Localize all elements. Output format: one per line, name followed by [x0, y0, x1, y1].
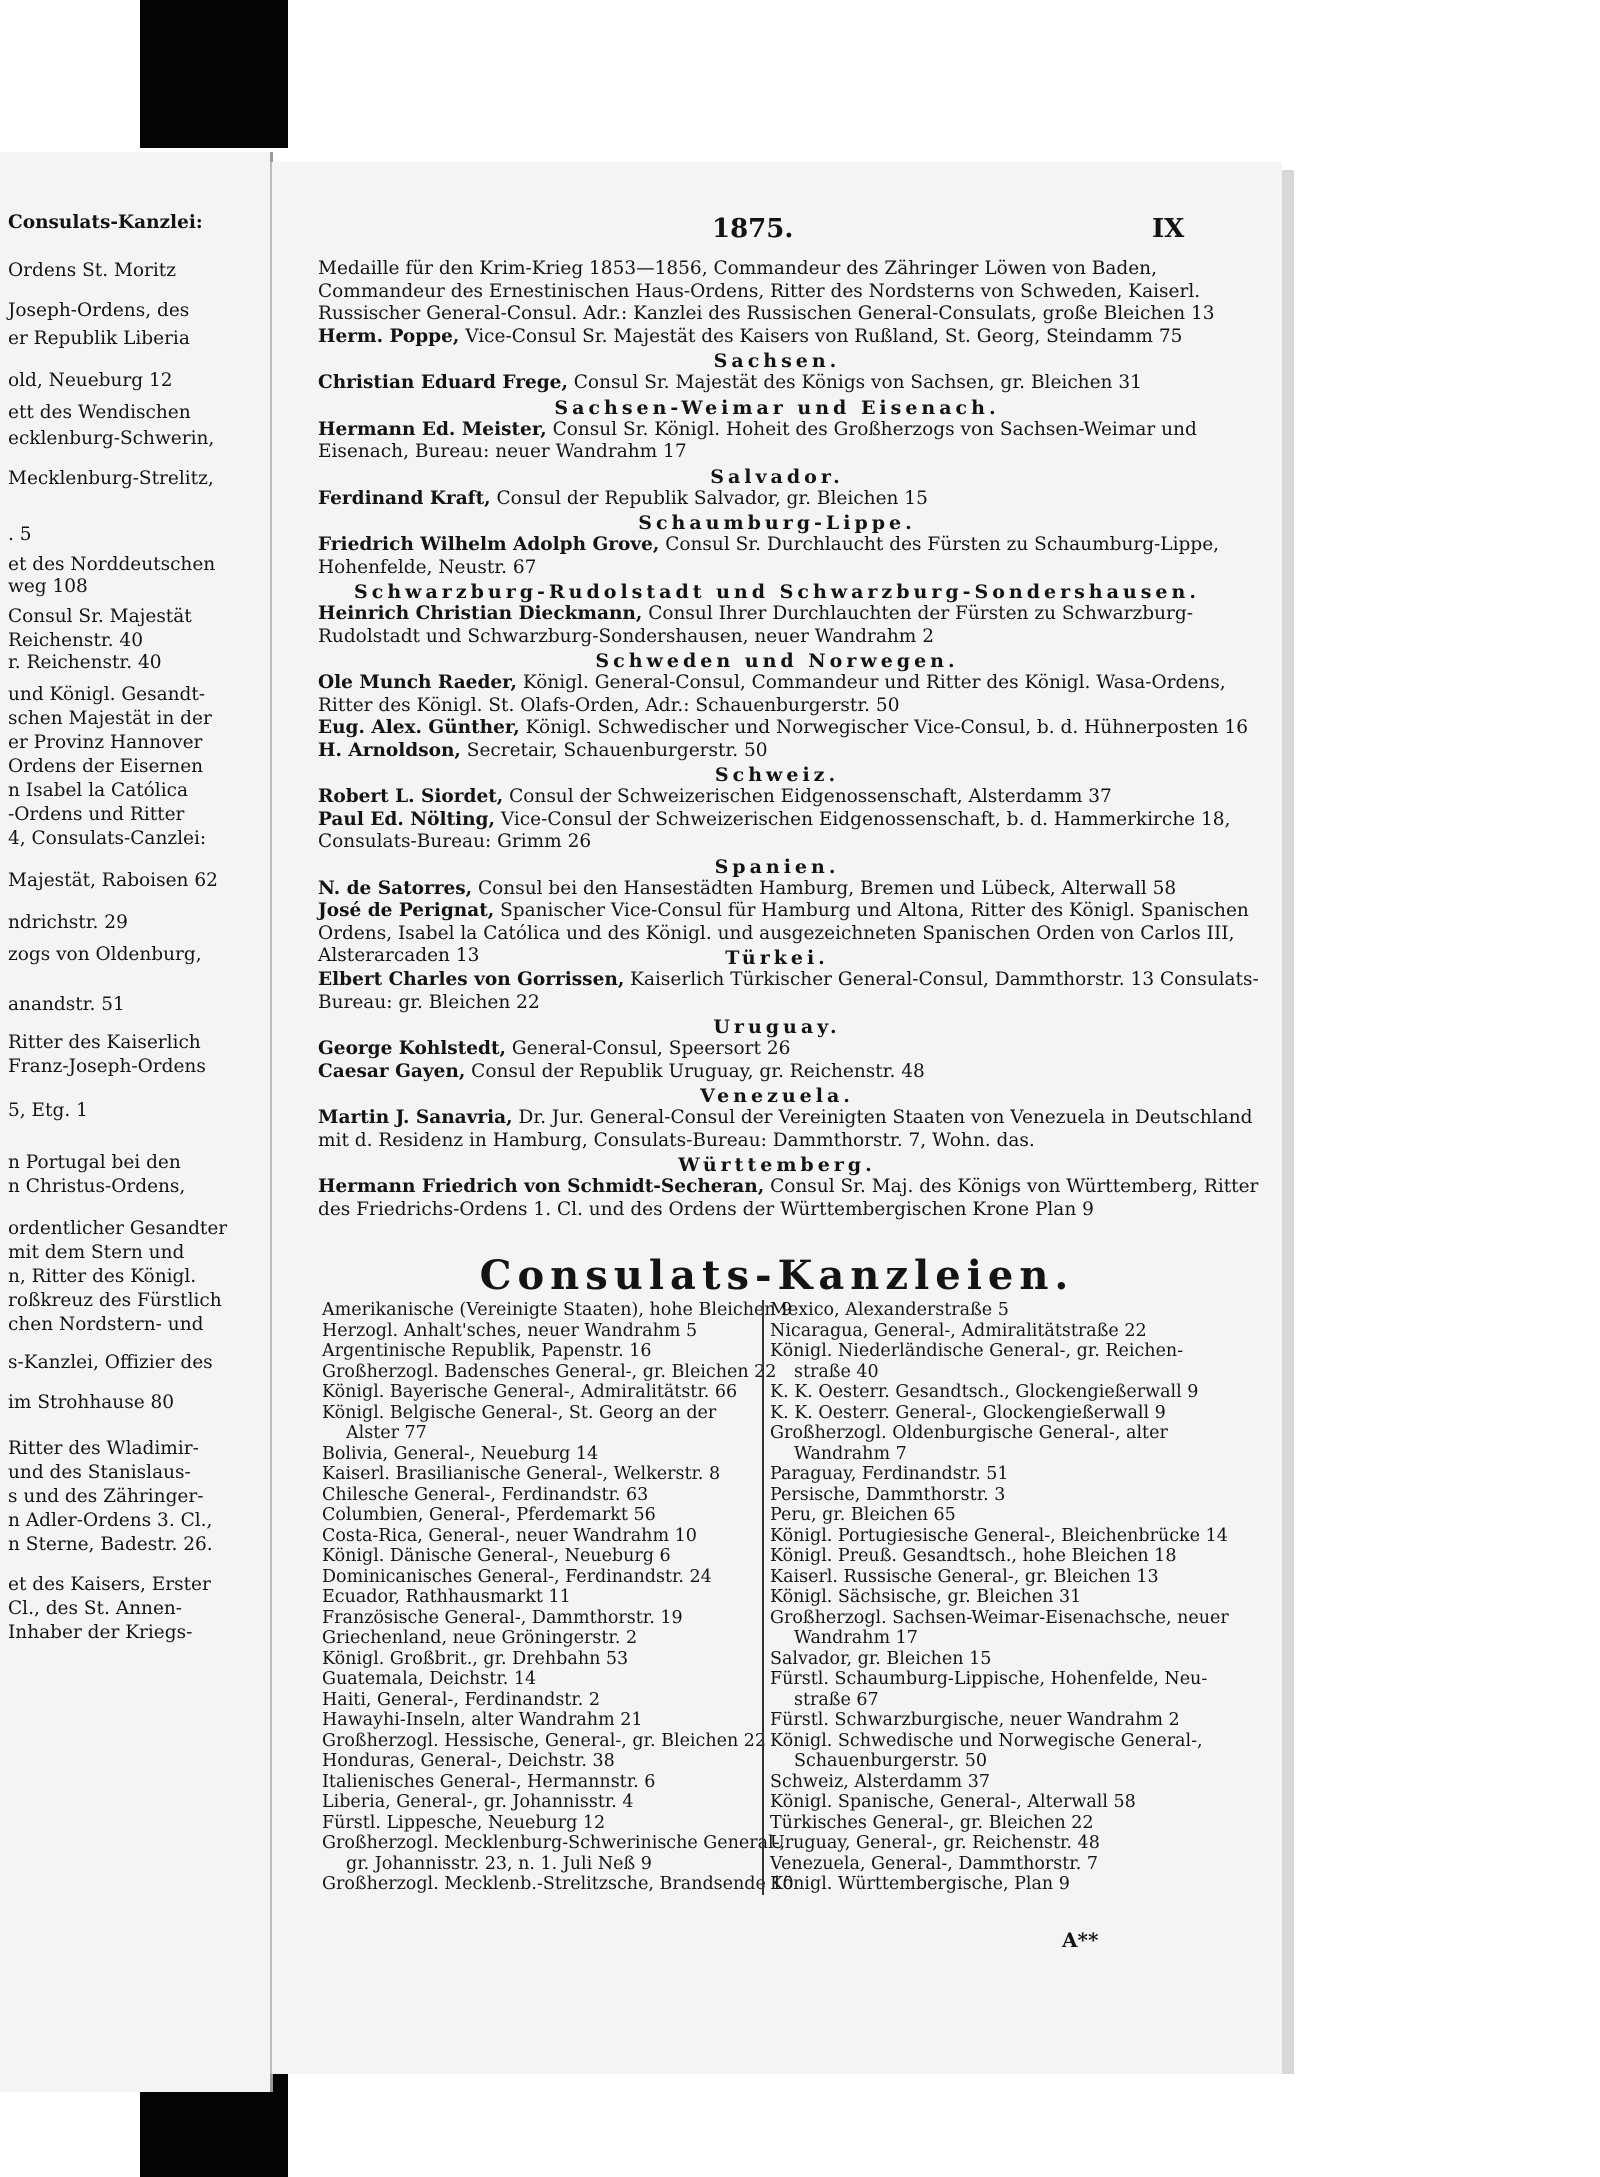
consul-details: Consul Ihrer Durchlauchten der Fürsten zu Schwarzburg-Rudolstadt und Schwarzburg-Sondershausen, neuer Wandrahm 2 — [318, 603, 1193, 647]
consul-details: Consul der Schweizerischen Eidgenossenschaft, Alsterdamm 37 — [509, 786, 1112, 807]
left-page-line: anandstr. 51 — [8, 994, 125, 1015]
left-page-line: Cl., des St. Annen- — [8, 1598, 183, 1619]
left-page-line: Majestät, Raboisen 62 — [8, 870, 218, 891]
left-page-line: n Christus-Ordens, — [8, 1176, 186, 1197]
left-page-line: ett des Wendischen — [8, 402, 191, 423]
consul-name: Herm. Poppe, — [318, 325, 460, 347]
left-page-line: s-Kanzlei, Offizier des — [8, 1352, 213, 1373]
left-page-line: Ritter des Kaiserlich — [8, 1032, 201, 1053]
consul-details: General-Consul, Speersort 26 — [511, 1038, 791, 1059]
section-heading: Salvador. — [710, 465, 844, 488]
kanzlei-item: Königl. Portugiesische General-, Bleichenbrücke 14 — [770, 1525, 1228, 1546]
consul-details: Vice-Consul der Schweizerischen Eidgenossenschaft, b. d. Hammerkirche 18, Consulats-Bureau: Grimm 26 — [318, 808, 1231, 852]
kanzlei-item: Königl. Bayerische General-, Admiralitätstr. 66 — [322, 1382, 738, 1402]
page-number: IX — [1152, 214, 1185, 244]
left-page-line: er Provinz Hannover — [8, 732, 203, 753]
consul-details: Dr. Jur. General-Consul der Vereinigten Staaten von Venezuela in Deutschland mit d. Residenz in Hamburg, Consulats-Bureau: Dammthorstr. 7, Wohn. das. — [318, 1107, 1253, 1151]
consul-entry — [318, 326, 1268, 349]
section-heading: Sachsen-Weimar und Eisenach. — [554, 396, 1000, 419]
kanzlei-item: K. K. Oesterr. Gesandtsch., Glockengießerwall 9 — [770, 1382, 1199, 1402]
consul-details: Consul der Republik Salvador, gr. Bleichen 15 — [496, 487, 928, 509]
kanzleien-left-column — [322, 1300, 794, 1895]
consul-details: Kaiserlich Türkischer General-Consul, Dammthorstr. 13 Consulats-Bureau: gr. Bleichen 22 — [318, 969, 1259, 1013]
kanzlei-item: Großherzogl. Oldenburgische General-, alter — [770, 1423, 1168, 1443]
consul-name: N. de Satorres, — [318, 877, 473, 899]
consul-entry — [318, 717, 1268, 740]
left-page-line: n Isabel la Católica — [8, 780, 189, 801]
consul-name: Hermann Friedrich von Schmidt-Secheran, — [318, 1176, 765, 1197]
left-page-line: n Portugal bei den — [8, 1152, 181, 1173]
left-page-line: -Ordens und Ritter — [8, 804, 185, 825]
section-heading: Schweden und Norwegen. — [595, 650, 959, 672]
kanzlei-item: Peru, gr. Bleichen 65 — [770, 1505, 956, 1525]
kanzlei-item: straße 40 — [794, 1361, 879, 1382]
kanzlei-item: Persische, Dammthorstr. 3 — [770, 1484, 1006, 1505]
consul-entry — [318, 258, 1268, 326]
consul-entry — [318, 672, 1268, 717]
consul-entry — [318, 969, 1268, 1014]
kanzlei-item: Königl. Schwedische und Norwegische General-, — [770, 1730, 1203, 1751]
left-page-line: Mecklenburg-Strelitz, — [8, 468, 214, 489]
left-page-line: 4, Consulats-Canzlei: — [8, 828, 207, 849]
section-heading: Schwarzburg-Rudolstadt und Schwarzburg-Sondershausen. — [354, 581, 1200, 603]
kanzleien-right-column — [762, 1300, 1240, 1895]
kanzlei-item: Alster 77 — [346, 1423, 427, 1443]
consul-details: Consul Sr. Majestät des Königs von Sachsen, gr. Bleichen 31 — [573, 372, 1142, 393]
consul-entry — [318, 1038, 1268, 1061]
consul-details: Consul Sr. Königl. Hoheit des Großherzogs von Sachsen-Weimar und Eisenach, Bureau: neuer Wandrahm 17 — [318, 418, 1197, 462]
section-heading: Schaumburg-Lippe. — [638, 512, 916, 534]
section-heading: Schweiz. — [714, 764, 840, 786]
kanzlei-item: Türkisches General-, gr. Bleichen 22 — [770, 1812, 1094, 1833]
section-heading: Uruguay. — [713, 1016, 841, 1038]
consul-name: Robert L. Siordet, — [318, 786, 504, 807]
kanzlei-item: Amerikanische (Vereinigte Staaten), hohe Bleichen 9 — [322, 1300, 793, 1320]
left-page-line: n, Ritter des Königl. — [8, 1266, 197, 1287]
kanzlei-item: Fürstl. Lippesche, Neueburg 12 — [322, 1812, 606, 1833]
left-page-line: im Strohhause 80 — [8, 1392, 175, 1413]
consul-details: Medaille für den Krim-Krieg 1853—1856, Commandeur des Zähringer Löwen von Baden, Commandeur des Ernestinischen Haus-Ordens, Ritter des Nordsterns von Schweden, Kaiserl. Russischer General-Consul. Adr.: Kanzlei des Russischen General-Consulats, große Bleichen 13 — [318, 258, 1215, 324]
right-page-edge-shadow — [1280, 170, 1294, 2074]
consul-entry — [318, 740, 1268, 763]
consul-details: Königl. General-Consul, Commandeur und Ritter des Königl. Wasa-Ordens, Ritter des Königl. St. Olafs-Orden, Adr.: Schauenburgerstr. 50 — [318, 672, 1226, 716]
kanzlei-item: Französische General-, Dammthorstr. 19 — [322, 1607, 683, 1628]
kanzlei-item: Großherzogl. Mecklenburg-Schwerinische General-, — [322, 1833, 786, 1853]
consul-entry — [318, 1107, 1268, 1152]
left-page-line: n Adler-Ordens 3. Cl., — [8, 1510, 213, 1531]
kanzlei-item: Venezuela, General-, Dammthorstr. 7 — [770, 1853, 1098, 1874]
left-page-line: Ordens St. Moritz — [8, 260, 176, 281]
kanzlei-item: Paraguay, Ferdinandstr. 51 — [770, 1464, 1009, 1484]
section-heading: Venezuela. — [700, 1085, 854, 1107]
consul-details: Spanischer Vice-Consul für Hamburg und Altona, Ritter des Königl. Spanischen Ordens, Isabel la Católica und des Königl. und ausgezeichneten Spanischen Orden von Carlos III, Alsterarcaden 13 — [318, 900, 1249, 966]
consul-name: Ole Munch Raeder, — [318, 672, 517, 693]
consul-details: Consul der Republik Uruguay, gr. Reichenstr. 48 — [471, 1060, 925, 1082]
left-page-line: 5, Etg. 1 — [8, 1100, 88, 1121]
kanzlei-item: Guatemala, Deichstr. 14 — [322, 1669, 537, 1689]
left-page-line: old, Neueburg 12 — [8, 370, 173, 391]
consul-name: George Kohlstedt, — [318, 1038, 506, 1059]
section-heading: Sachsen. — [713, 350, 841, 372]
left-page-line: Ritter des Wladimir- — [8, 1438, 199, 1459]
left-page-line: Franz-Joseph-Ordens — [8, 1056, 206, 1077]
left-page-line: roßkreuz des Fürstlich — [8, 1290, 222, 1311]
left-page-line: s und des Zähringer- — [8, 1486, 204, 1507]
kanzlei-item: Wandrahm 7 — [794, 1443, 907, 1464]
consul-details: Vice-Consul Sr. Majestät des Kaisers von Rußland, St. Georg, Steindamm 75 — [465, 325, 1183, 347]
kanzlei-item: Costa-Rica, General-, neuer Wandrahm 10 — [322, 1525, 697, 1546]
kanzlei-item: Königl. Niederländische General-, gr. Reichen- — [770, 1341, 1184, 1361]
consul-name: H. Arnoldson, — [318, 739, 461, 761]
kanzlei-item: Schweiz, Alsterdamm 37 — [770, 1771, 990, 1792]
kanzlei-item: Königl. Spanische, General-, Alterwall 58 — [770, 1792, 1136, 1812]
kanzlei-item: Königl. Preuß. Gesandtsch., hohe Bleichen 18 — [770, 1546, 1177, 1566]
consul-name: Ferdinand Kraft, — [318, 487, 491, 509]
left-page-line: et des Norddeutschen — [8, 554, 216, 575]
left-page — [0, 152, 273, 2092]
kanzlei-item: Königl. Württembergische, Plan 9 — [770, 1874, 1070, 1894]
kanzlei-item: Ecuador, Rathhausmarkt 11 — [322, 1587, 571, 1607]
consul-entry — [318, 878, 1268, 901]
kanzlei-item: Columbien, General-, Pferdemarkt 56 — [322, 1505, 656, 1525]
kanzlei-item: Bolivia, General-, Neueburg 14 — [322, 1443, 599, 1464]
consul-entry — [318, 603, 1268, 648]
consul-name: Heinrich Christian Dieckmann, — [318, 603, 643, 624]
kanzlei-item: Königl. Belgische General-, St. Georg an der — [322, 1402, 717, 1423]
kanzlei-item: Italienisches General-, Hermannstr. 6 — [322, 1771, 656, 1792]
left-page-line: mit dem Stern und — [8, 1242, 185, 1263]
consul-details: Consul Sr. Durchlaucht des Fürsten zu Schaumburg-Lippe, Hohenfelde, Neustr. 67 — [318, 534, 1220, 578]
left-page-line: et des Kaisers, Erster — [8, 1574, 211, 1595]
consul-details: Secretair, Schauenburgerstr. 50 — [466, 739, 768, 761]
kanzlei-item: Salvador, gr. Bleichen 15 — [770, 1648, 992, 1669]
section-heading: Spanien. — [714, 855, 840, 878]
left-page-line: Joseph-Ordens, des — [8, 300, 190, 321]
left-page-line: weg 108 — [8, 576, 88, 597]
consul-entry — [318, 534, 1268, 579]
kanzlei-item: Schauenburgerstr. 50 — [794, 1751, 988, 1771]
consul-name: Paul Ed. Nölting, — [318, 808, 495, 830]
left-page-line: Ordens der Eisernen — [8, 756, 204, 777]
binding-bar-top — [140, 0, 288, 148]
consul-entry — [318, 786, 1268, 809]
consul-name: Christian Eduard Frege, — [318, 372, 568, 393]
consul-name: Hermann Ed. Meister, — [318, 418, 547, 440]
left-page-line: Consulats-Kanzlei: — [8, 212, 203, 233]
kanzlei-item: Großherzogl. Mecklenb.-Strelitzsche, Brandsende 10 — [322, 1874, 794, 1894]
kanzlei-item: Großherzogl. Badensches General-, gr. Bleichen 22 — [322, 1361, 777, 1382]
consul-name: Friedrich Wilhelm Adolph Grove, — [318, 534, 660, 555]
consul-entry — [318, 419, 1268, 464]
consul-details: Consul bei den Hansestädten Hamburg, Bremen und Lübeck, Alterwall 58 — [478, 877, 1177, 899]
kanzlei-item: Kaiserl. Russische General-, gr. Bleichen 13 — [770, 1566, 1159, 1587]
kanzlei-item: Herzogl. Anhalt'sches, neuer Wandrahm 5 — [322, 1320, 698, 1341]
kanzlei-item: Hawayhi-Inseln, alter Wandrahm 21 — [322, 1710, 643, 1730]
kanzlei-item: Haiti, General-, Ferdinandstr. 2 — [322, 1689, 601, 1710]
year-header: 1875. — [712, 214, 794, 244]
kanzlei-item: Großherzogl. Hessische, General-, gr. Bleichen 22 — [322, 1730, 767, 1751]
kanzlei-item: Königl. Großbrit., gr. Drehbahn 53 — [322, 1648, 629, 1669]
left-page-line: ndrichstr. 29 — [8, 912, 128, 933]
left-page-line: Reichenstr. 40 — [8, 630, 143, 651]
left-page-line: Inhaber der Kriegs- — [8, 1622, 193, 1643]
left-page-line: er Republik Liberia — [8, 328, 190, 349]
kanzlei-item: Mexico, Alexanderstraße 5 — [770, 1300, 1009, 1320]
kanzlei-item: Griechenland, neue Gröningerstr. 2 — [322, 1628, 638, 1648]
left-page-line: und des Stanislaus- — [8, 1462, 191, 1483]
kanzlei-item: Argentinische Republik, Papenstr. 16 — [322, 1341, 652, 1361]
left-page-line: chen Nordstern- und — [8, 1314, 204, 1335]
consul-name: José de Perignat, — [318, 900, 495, 921]
consul-name: Caesar Gayen, — [318, 1060, 466, 1082]
kanzlei-item: gr. Johannisstr. 23, n. 1. Juli Neß 9 — [346, 1853, 652, 1874]
kanzlei-item: Königl. Dänische General-, Neueburg 6 — [322, 1546, 671, 1566]
consul-entry — [318, 1061, 1268, 1084]
kanzlei-item: Nicaragua, General-, Admiralitätstraße 22 — [770, 1320, 1147, 1341]
left-page-line: und Königl. Gesandt- — [8, 684, 206, 705]
kanzlei-item: straße 67 — [794, 1689, 879, 1710]
kanzlei-item: K. K. Oesterr. General-, Glockengießerwall 9 — [770, 1402, 1166, 1423]
kanzlei-item: Dominicanisches General-, Ferdinandstr. 24 — [322, 1566, 712, 1587]
consul-details: Königl. Schwedischer und Norwegischer Vice-Consul, b. d. Hühnerposten 16 — [525, 717, 1248, 738]
consul-entry — [318, 488, 1268, 511]
left-page-line: ecklenburg-Schwerin, — [8, 428, 215, 449]
section-heading: Württemberg. — [678, 1154, 876, 1176]
kanzleien-title: Consulats-Kanzleien. — [479, 1252, 1075, 1299]
left-page-line: zogs von Oldenburg, — [8, 944, 202, 965]
left-page-line: r. Reichenstr. 40 — [8, 652, 162, 673]
consul-details: Consul Sr. Maj. des Königs von Württemberg, Ritter des Friedrichs-Ordens 1. Cl. und des Ordens der Württembergischen Krone Plan 9 — [318, 1176, 1259, 1220]
kanzlei-item: Honduras, General-, Deichstr. 38 — [322, 1751, 615, 1771]
consul-name: Elbert Charles von Gorrissen, — [318, 969, 625, 990]
kanzlei-item: Fürstl. Schwarzburgische, neuer Wandrahm 2 — [770, 1710, 1180, 1730]
section-heading: Türkei. — [725, 947, 829, 969]
consul-entry — [318, 1176, 1268, 1221]
left-page-line: ordentlicher Gesandter — [8, 1218, 228, 1239]
consul-name: Martin J. Sanavria, — [318, 1107, 513, 1128]
kanzlei-item: Fürstl. Schaumburg-Lippische, Hohenfelde, Neu- — [770, 1669, 1208, 1689]
consul-entry — [318, 809, 1268, 854]
kanzlei-item: Uruguay, General-, gr. Reichenstr. 48 — [770, 1833, 1100, 1853]
left-page-line: . 5 — [8, 524, 32, 545]
consul-entry — [318, 372, 1268, 395]
kanzlei-item: Wandrahm 17 — [794, 1628, 918, 1648]
kanzlei-item: Kaiserl. Brasilianische General-, Welkerstr. 8 — [322, 1464, 721, 1484]
kanzlei-item: Chilesche General-, Ferdinandstr. 63 — [322, 1484, 649, 1505]
signature-mark: A** — [1062, 1928, 1099, 1952]
left-page-line: Consul Sr. Majestät — [8, 606, 192, 627]
kanzlei-item: Königl. Sächsische, gr. Bleichen 31 — [770, 1587, 1082, 1607]
kanzlei-item: Liberia, General-, gr. Johannisstr. 4 — [322, 1792, 634, 1812]
consul-name: Eug. Alex. Günther, — [318, 717, 520, 738]
kanzlei-item: Großherzogl. Sachsen-Weimar-Eisenachsche, neuer — [770, 1607, 1229, 1628]
right-page — [270, 162, 1282, 2074]
left-page-line: n Sterne, Badestr. 26. — [8, 1534, 213, 1555]
left-page-line: schen Majestät in der — [8, 708, 212, 729]
